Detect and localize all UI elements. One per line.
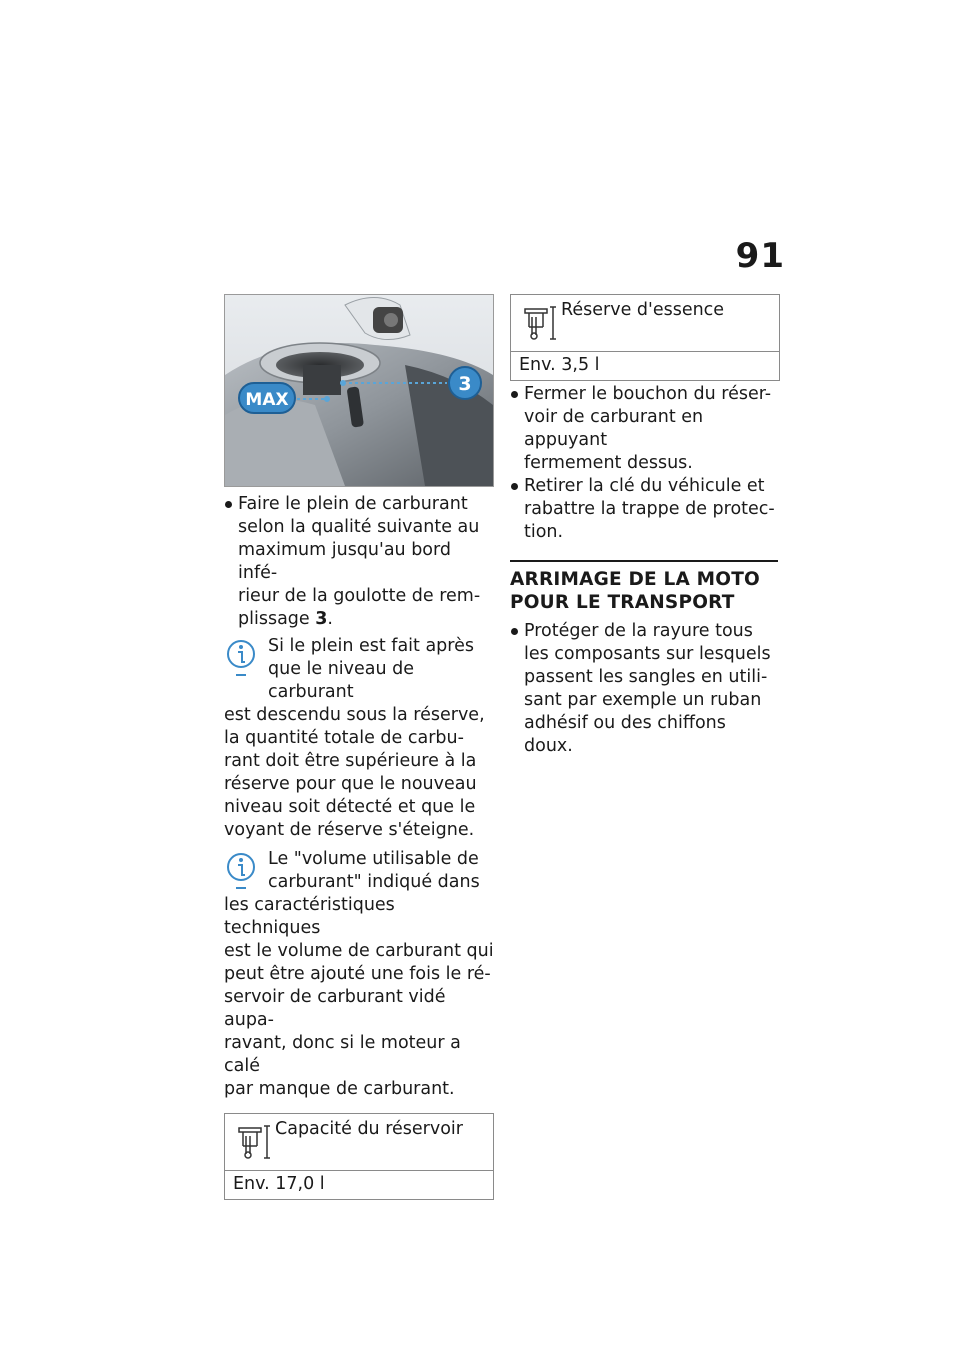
spec-fuel-reserve <box>510 294 780 381</box>
spec-tank-capacity-header <box>225 1114 493 1171</box>
list-item-close-cap: Fermer le bouchon du réser- voir de carburant en appuyant fermement dessus. <box>510 383 780 475</box>
note-reserve-body: est descendu sous la réserve, la quantité totale de carbu- rant doit être supérieure à la réserve pour que le nouveau niveau soit détecté et que le voyant de réserve s'éteigne. <box>224 705 485 840</box>
note-reserve-first-lines: Si le plein est fait après que le niveau de carburant <box>268 636 474 702</box>
fuel-tank-drawing <box>225 295 493 486</box>
callout-3-label: 3 <box>458 373 472 395</box>
info-icon <box>226 852 256 894</box>
section-heading-transport: ARRIMAGE DE LA MOTO POUR LE TRANSPORT <box>510 569 760 613</box>
spec-tank-capacity-value: Env. 17,0 l <box>233 1174 325 1194</box>
fill-fuel-reference: 3 <box>315 609 328 629</box>
spec-fuel-reserve-header <box>511 295 779 352</box>
note-volume-body: les caractéristiques techniques est le volume de carburant qui peut être ajouté une fois le ré- servoir de carburant vidé aupa- ravant, donc si le moteur a calé par manque de carburant. <box>224 895 494 1099</box>
note-volume-first-lines: Le "volume utilisable de carburant" indiqué dans <box>268 849 480 892</box>
info-note-reserve <box>224 635 494 842</box>
list-item-protect-components: Protéger de la rayure tous les composants sur lesquels passent les sangles en utili- sant par exemple un ruban adhésif ou des chiffons doux. <box>510 620 780 758</box>
fuel-level-icon <box>523 303 557 343</box>
info-icon <box>226 639 256 681</box>
max-badge-label: MAX <box>245 390 289 410</box>
list-item-remove-key: Retirer la clé du véhicule et rabattre la trappe de protec- tion. <box>510 475 780 544</box>
left-column <box>224 294 494 1200</box>
spec-fuel-reserve-value: Env. 3,5 l <box>519 355 600 375</box>
spec-fuel-reserve-title: Réserve d'essence <box>561 300 725 320</box>
list-item-fill-fuel <box>224 493 494 631</box>
section-divider <box>510 560 778 562</box>
right-column <box>510 294 780 758</box>
fill-fuel-text: Faire le plein de carburant selon la qualité suivante au maximum jusqu'au bord infé- rieur de la goulotte de rem- plissage <box>238 494 481 629</box>
info-note-usable-volume <box>224 848 494 1101</box>
spec-tank-capacity-title: Capacité du réservoir <box>275 1119 463 1139</box>
fuel-filler-illustration <box>224 294 494 487</box>
spec-tank-capacity <box>224 1113 494 1200</box>
fill-fuel-period: . <box>327 609 333 629</box>
fuel-level-icon <box>237 1122 271 1162</box>
page-number: 91 <box>735 236 785 276</box>
